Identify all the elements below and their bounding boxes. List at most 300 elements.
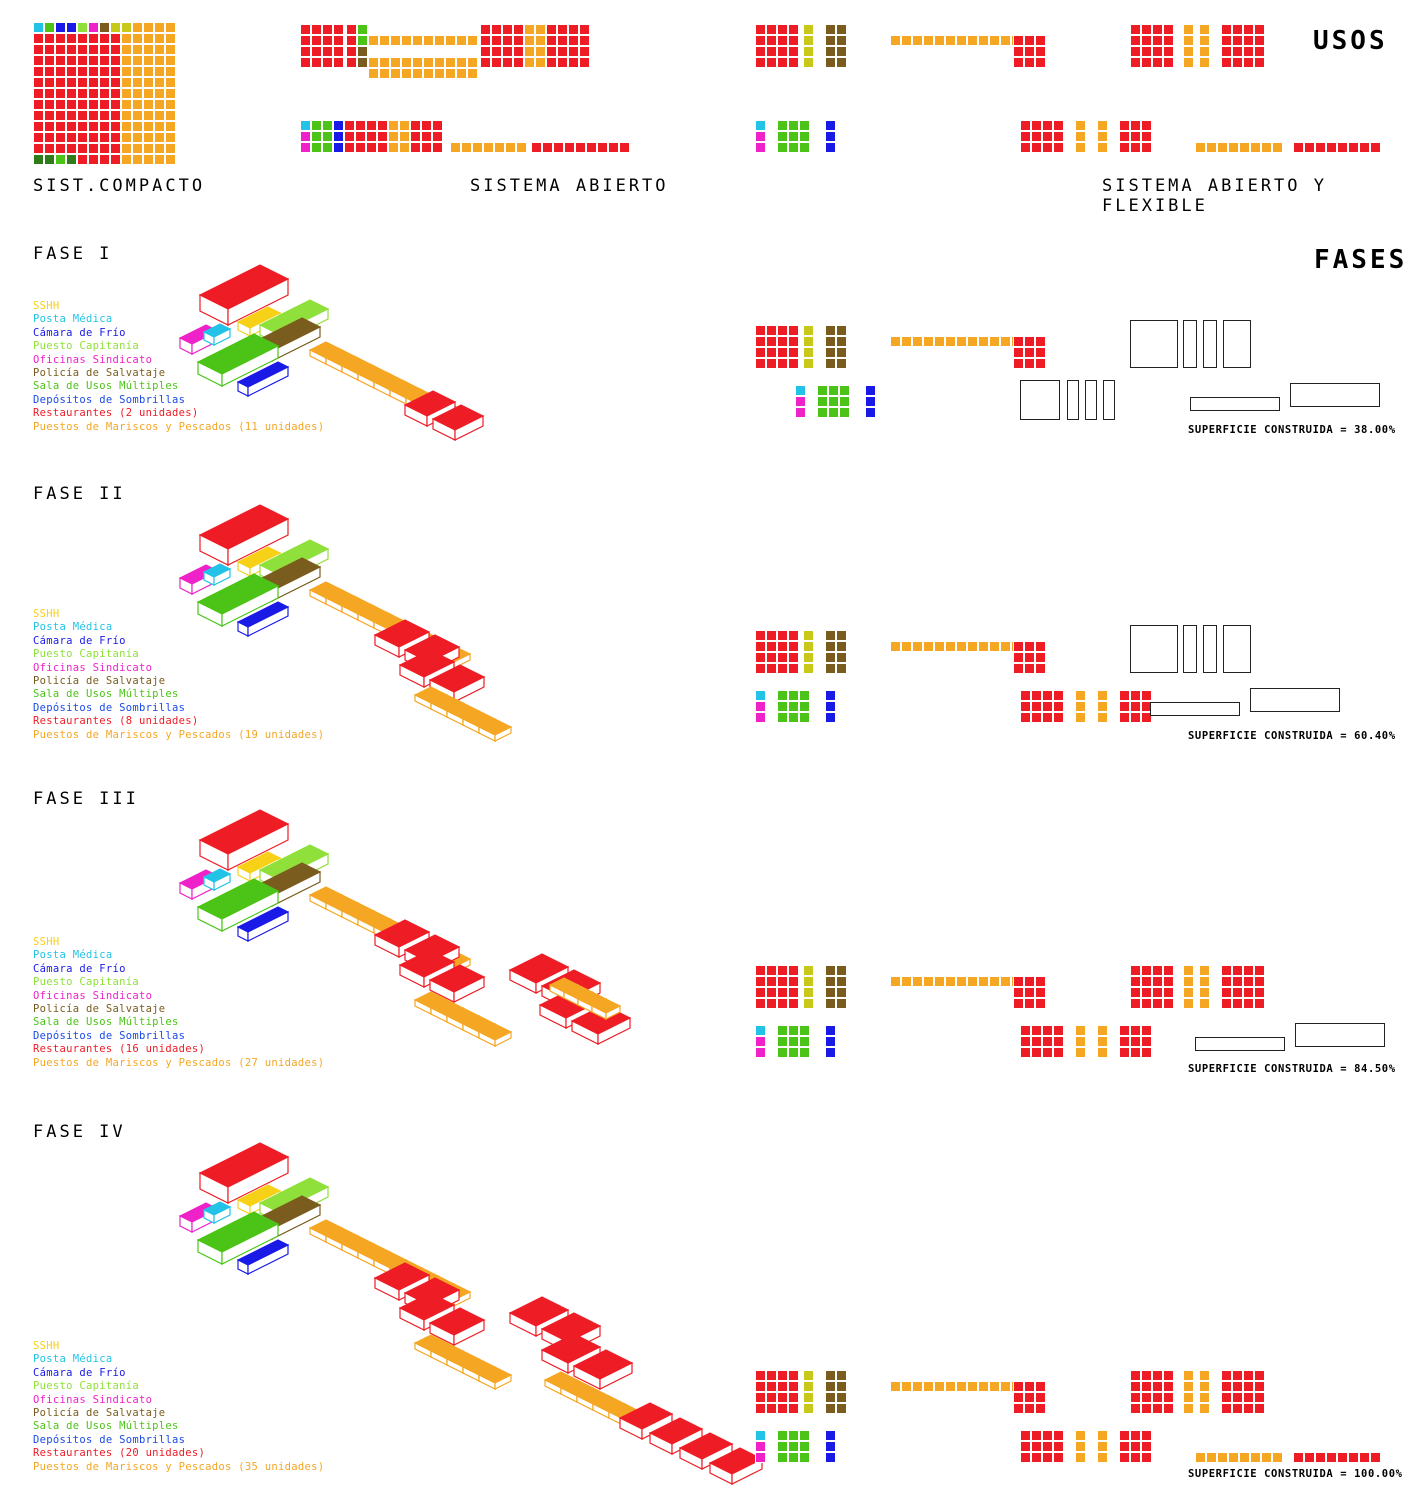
- puesto-module: [923, 976, 934, 987]
- module-cell: [502, 57, 513, 68]
- restaurant-cluster: [1119, 120, 1152, 153]
- puesto-module: [945, 35, 956, 46]
- module-cell: [788, 24, 799, 35]
- module-cell: [445, 68, 456, 79]
- module-cell: [912, 35, 923, 46]
- module-cell: [766, 1392, 777, 1403]
- module-cell: [1221, 965, 1232, 976]
- puesto-module: [368, 35, 379, 46]
- phase-title-2: FASE II: [33, 484, 126, 504]
- module-cell: [311, 35, 322, 46]
- puesto-module: [368, 57, 379, 68]
- module-cell: [1097, 131, 1108, 142]
- module-cell: [535, 46, 546, 57]
- module-cell: [828, 385, 839, 396]
- isometric-canvas: [150, 240, 670, 450]
- outline-module: [1290, 383, 1380, 407]
- module-cell: [777, 998, 788, 1009]
- module-cell: [1130, 57, 1141, 68]
- outline-module: [1223, 320, 1251, 368]
- module-cell: [77, 88, 88, 99]
- module-cell: [1013, 57, 1024, 68]
- module-cell: [1013, 358, 1024, 369]
- puesto-module: [956, 35, 967, 46]
- module-cell: [825, 652, 836, 663]
- restaurant-cluster: [1221, 24, 1265, 68]
- module-cell: [766, 1381, 777, 1392]
- module-cell: [132, 22, 143, 33]
- module-cell: [1042, 1047, 1053, 1058]
- module-cell: [777, 701, 788, 712]
- module-cell: [1097, 142, 1108, 153]
- puesto-module: [923, 641, 934, 652]
- legend-item-8: Restaurantes (16 unidades): [33, 1043, 206, 1056]
- module-cell: [99, 110, 110, 121]
- restaurant-strip: [1293, 142, 1381, 153]
- module-cell: [1232, 24, 1243, 35]
- module-cell: [1075, 1430, 1086, 1441]
- module-cell: [1042, 1430, 1053, 1441]
- module-cell: [788, 712, 799, 723]
- module-cell: [1130, 976, 1141, 987]
- oficinas-module: [755, 1036, 766, 1058]
- restaurant-cluster: [1130, 965, 1174, 1009]
- module-cell: [788, 1025, 799, 1036]
- module-cell: [143, 33, 154, 44]
- module-cell: [766, 347, 777, 358]
- module-cell: [143, 22, 154, 33]
- outline-module: [1190, 397, 1280, 411]
- module-cell: [1024, 57, 1035, 68]
- module-cell: [1119, 120, 1130, 131]
- module-cell: [88, 33, 99, 44]
- module-cell: [803, 35, 814, 46]
- module-cell: [766, 325, 777, 336]
- puesto-module: [379, 57, 390, 68]
- puesto-strip: [1199, 24, 1210, 68]
- module-cell: [377, 142, 388, 153]
- module-cell: [825, 142, 836, 153]
- module-cell: [388, 120, 399, 131]
- module-cell: [1254, 965, 1265, 976]
- module-cell: [1243, 965, 1254, 976]
- module-cell: [300, 35, 311, 46]
- module-cell: [1130, 1430, 1141, 1441]
- oficinas-module: [755, 131, 766, 153]
- module-cell: [788, 630, 799, 641]
- puesto-module: [456, 35, 467, 46]
- module-cell: [412, 57, 423, 68]
- puesto-module: [912, 336, 923, 347]
- module-cell: [1130, 142, 1141, 153]
- module-cell: [1315, 142, 1326, 153]
- module-cell: [788, 35, 799, 46]
- module-cell: [1119, 142, 1130, 153]
- puesto-module: [945, 976, 956, 987]
- puesto-module: [1228, 1452, 1239, 1463]
- legend-item-2: Cámara de Frío: [33, 326, 126, 339]
- superficie-phase-1: SUPERFICIE CONSTRUIDA = 38.00%: [1188, 424, 1396, 436]
- module-cell: [1141, 1381, 1152, 1392]
- module-cell: [956, 35, 967, 46]
- puesto-module: [1239, 1452, 1250, 1463]
- module-cell: [467, 68, 478, 79]
- module-cell: [1195, 1452, 1206, 1463]
- puesto-module: [989, 641, 1000, 652]
- module-cell: [77, 110, 88, 121]
- puesto-module: [934, 1381, 945, 1392]
- module-cell: [788, 358, 799, 369]
- restaurant-cluster: [755, 1370, 799, 1414]
- restaurant-cluster: [755, 325, 799, 369]
- module-cell: [165, 55, 176, 66]
- module-cell: [1221, 998, 1232, 1009]
- restaurant-cluster: [1020, 690, 1064, 723]
- puesto-block: [388, 120, 410, 153]
- module-cell: [967, 35, 978, 46]
- module-cell: [1035, 641, 1046, 652]
- module-cell: [1183, 46, 1194, 57]
- olive-strip: [803, 24, 814, 68]
- module-cell: [132, 88, 143, 99]
- module-cell: [1152, 1381, 1163, 1392]
- module-cell: [322, 35, 333, 46]
- module-cell: [355, 120, 366, 131]
- label-sist-compacto: SIST.COMPACTO: [33, 176, 206, 196]
- module-cell: [165, 132, 176, 143]
- module-cell: [836, 987, 847, 998]
- module-cell: [890, 1381, 901, 1392]
- module-cell: [1152, 998, 1163, 1009]
- module-cell: [890, 336, 901, 347]
- module-cell: [1013, 641, 1024, 652]
- module-cell: [1221, 24, 1232, 35]
- module-cell: [755, 701, 766, 712]
- module-cell: [1232, 1381, 1243, 1392]
- puesto-module: [1261, 1452, 1272, 1463]
- module-cell: [825, 1441, 836, 1452]
- module-cell: [568, 24, 579, 35]
- module-cell: [836, 336, 847, 347]
- module-cell: [799, 1047, 810, 1058]
- module-cell: [33, 154, 44, 165]
- puesto-module: [967, 641, 978, 652]
- module-cell: [788, 1452, 799, 1463]
- module-cell: [1243, 1392, 1254, 1403]
- module-cell: [755, 1392, 766, 1403]
- module-cell: [586, 142, 597, 153]
- module-cell: [1024, 358, 1035, 369]
- module-cell: [1013, 1403, 1024, 1414]
- module-cell: [755, 1441, 766, 1452]
- puesto-module: [945, 641, 956, 652]
- puesto-module: [934, 336, 945, 347]
- restaurant-cluster: [755, 630, 799, 674]
- olive-strip: [803, 965, 814, 1009]
- oficinas-module: [755, 701, 766, 723]
- module-cell: [344, 131, 355, 142]
- module-cell: [777, 663, 788, 674]
- module-cell: [1130, 1036, 1141, 1047]
- puesto-module: [934, 35, 945, 46]
- module-cell: [1359, 142, 1370, 153]
- restaurant-cluster: [1013, 35, 1046, 68]
- module-cell: [432, 120, 443, 131]
- module-cell: [546, 57, 557, 68]
- module-cell: [777, 630, 788, 641]
- module-cell: [300, 57, 311, 68]
- module-cell: [803, 1381, 814, 1392]
- module-cell: [1163, 998, 1174, 1009]
- legend-item-0: SSHH: [33, 300, 60, 312]
- module-cell: [77, 33, 88, 44]
- legend-item-2: Cámara de Frío: [33, 962, 126, 975]
- module-cell: [766, 641, 777, 652]
- puesto-module: [912, 1381, 923, 1392]
- module-cell: [557, 24, 568, 35]
- module-cell: [825, 987, 836, 998]
- legend-item-6: Sala de Usos Múltiples: [33, 380, 179, 393]
- module-cell: [788, 701, 799, 712]
- module-cell: [1013, 46, 1024, 57]
- module-cell: [799, 1441, 810, 1452]
- module-cell: [132, 77, 143, 88]
- module-cell: [110, 22, 121, 33]
- module-cell: [788, 1370, 799, 1381]
- module-cell: [1217, 1452, 1228, 1463]
- module-cell: [1024, 1392, 1035, 1403]
- module-cell: [788, 347, 799, 358]
- module-cell: [1141, 1441, 1152, 1452]
- restaurant-cluster: [1119, 690, 1152, 723]
- module-cell: [799, 1036, 810, 1047]
- outline-module: [1085, 380, 1097, 420]
- module-cell: [766, 358, 777, 369]
- module-cell: [766, 336, 777, 347]
- module-cell: [165, 22, 176, 33]
- module-cell: [1000, 35, 1011, 46]
- module-cell: [1042, 1452, 1053, 1463]
- module-cell: [1035, 57, 1046, 68]
- module-cell: [1239, 1452, 1250, 1463]
- module-cell: [777, 336, 788, 347]
- module-cell: [513, 35, 524, 46]
- module-cell: [825, 131, 836, 142]
- module-cell: [901, 336, 912, 347]
- module-cell: [777, 46, 788, 57]
- isometric-phase-1: [150, 240, 670, 450]
- module-cell: [491, 35, 502, 46]
- module-cell: [934, 976, 945, 987]
- legend-item-2: Cámara de Frío: [33, 634, 126, 647]
- module-cell: [33, 132, 44, 143]
- module-cell: [836, 998, 847, 1009]
- module-cell: [55, 143, 66, 154]
- puesto-module: [978, 336, 989, 347]
- module-cell: [755, 690, 766, 701]
- module-cell: [143, 55, 154, 66]
- module-cell: [1075, 1452, 1086, 1463]
- restaurant-cluster: [546, 24, 590, 68]
- module-cell: [1020, 1036, 1031, 1047]
- module-cell: [379, 68, 390, 79]
- module-cell: [1053, 142, 1064, 153]
- module-cell: [1152, 976, 1163, 987]
- module-cell: [1020, 712, 1031, 723]
- module-cell: [1000, 336, 1011, 347]
- module-cell: [88, 88, 99, 99]
- puesto-module: [472, 142, 483, 153]
- module-cell: [777, 131, 788, 142]
- module-cell: [901, 976, 912, 987]
- module-cell: [1119, 1047, 1130, 1058]
- puesto-module: [1000, 976, 1011, 987]
- module-cell: [755, 131, 766, 142]
- module-cell: [825, 46, 836, 57]
- legend-item-1: Posta Médica: [33, 1353, 113, 1366]
- module-cell: [755, 1025, 766, 1036]
- puesto-module: [1195, 142, 1206, 153]
- module-cell: [1199, 1392, 1210, 1403]
- module-cell: [1035, 998, 1046, 1009]
- module-cell: [956, 336, 967, 347]
- outline-module: [1195, 1037, 1285, 1051]
- module-cell: [110, 99, 121, 110]
- module-cell: [901, 35, 912, 46]
- module-cell: [1075, 712, 1086, 723]
- module-cell: [346, 35, 357, 46]
- module-cell: [399, 120, 410, 131]
- module-cell: [491, 46, 502, 57]
- module-cell: [494, 142, 505, 153]
- module-cell: [1272, 1452, 1283, 1463]
- module-cell: [1097, 712, 1108, 723]
- module-cell: [99, 77, 110, 88]
- module-cell: [1250, 1452, 1261, 1463]
- outline-module: [1150, 702, 1240, 716]
- module-cell: [1254, 1370, 1265, 1381]
- outline-module: [1130, 625, 1178, 673]
- module-cell: [557, 46, 568, 57]
- module-cell: [322, 24, 333, 35]
- module-cell: [1254, 1381, 1265, 1392]
- module-cell: [956, 976, 967, 987]
- module-cell: [1221, 976, 1232, 987]
- module-cell: [1035, 1381, 1046, 1392]
- module-cell: [1075, 701, 1086, 712]
- module-cell: [1053, 701, 1064, 712]
- outline-module: [1067, 380, 1079, 420]
- module-cell: [77, 99, 88, 110]
- puesto-module: [923, 336, 934, 347]
- module-cell: [755, 24, 766, 35]
- module-cell: [1254, 1392, 1265, 1403]
- module-cell: [945, 641, 956, 652]
- module-cell: [344, 120, 355, 131]
- module-cell: [132, 44, 143, 55]
- module-cell: [121, 77, 132, 88]
- module-cell: [322, 131, 333, 142]
- module-cell: [799, 142, 810, 153]
- module-cell: [788, 46, 799, 57]
- module-cell: [1024, 347, 1035, 358]
- module-cell: [1199, 46, 1210, 57]
- module-cell: [1183, 1403, 1194, 1414]
- module-cell: [1359, 1452, 1370, 1463]
- module-cell: [1221, 46, 1232, 57]
- module-cell: [143, 132, 154, 143]
- module-cell: [1141, 1452, 1152, 1463]
- module-cell: [1141, 24, 1152, 35]
- puesto-module: [467, 35, 478, 46]
- module-cell: [766, 630, 777, 641]
- module-cell: [1199, 1381, 1210, 1392]
- legend-item-3: Puesto Capitanía: [33, 340, 139, 353]
- module-cell: [1020, 1025, 1031, 1036]
- module-cell: [755, 1430, 766, 1441]
- module-cell: [165, 77, 176, 88]
- superficie-phase-3: SUPERFICIE CONSTRUIDA = 84.50%: [1188, 1063, 1396, 1075]
- module-cell: [788, 641, 799, 652]
- module-cell: [121, 55, 132, 66]
- module-cell: [803, 998, 814, 1009]
- puesto-strip: [1183, 24, 1194, 68]
- module-cell: [1163, 46, 1174, 57]
- restaurant-cluster: [1013, 1381, 1046, 1414]
- module-cell: [1031, 1047, 1042, 1058]
- module-cell: [1020, 142, 1031, 153]
- module-cell: [1152, 1370, 1163, 1381]
- module-cell: [44, 77, 55, 88]
- module-cell: [788, 1441, 799, 1452]
- module-cell: [839, 385, 850, 396]
- puesto-module: [434, 57, 445, 68]
- module-cell: [399, 142, 410, 153]
- module-cell: [799, 1430, 810, 1441]
- module-cell: [390, 35, 401, 46]
- module-cell: [1254, 998, 1265, 1009]
- module-cell: [1075, 142, 1086, 153]
- module-cell: [934, 641, 945, 652]
- isometric-phase-2: [150, 480, 710, 750]
- puesto-module: [923, 1381, 934, 1392]
- module-cell: [836, 976, 847, 987]
- module-cell: [388, 131, 399, 142]
- module-cell: [788, 1047, 799, 1058]
- puesto-module: [934, 641, 945, 652]
- policia-block: [825, 965, 847, 1009]
- module-cell: [766, 46, 777, 57]
- module-cell: [967, 1381, 978, 1392]
- puesto-module: [456, 57, 467, 68]
- policia-block: [825, 1370, 847, 1414]
- module-cell: [1163, 35, 1174, 46]
- module-cell: [66, 132, 77, 143]
- puesto-module: [956, 976, 967, 987]
- module-cell: [825, 998, 836, 1009]
- module-cell: [1024, 1381, 1035, 1392]
- module-cell: [766, 652, 777, 663]
- module-cell: [1035, 1403, 1046, 1414]
- module-cell: [766, 998, 777, 1009]
- superficie-phase-2: SUPERFICIE CONSTRUIDA = 60.40%: [1188, 730, 1396, 742]
- module-cell: [1217, 142, 1228, 153]
- module-cell: [1199, 976, 1210, 987]
- module-cell: [66, 77, 77, 88]
- module-cell: [1031, 1036, 1042, 1047]
- module-cell: [55, 132, 66, 143]
- restaurant-cluster: [480, 24, 524, 68]
